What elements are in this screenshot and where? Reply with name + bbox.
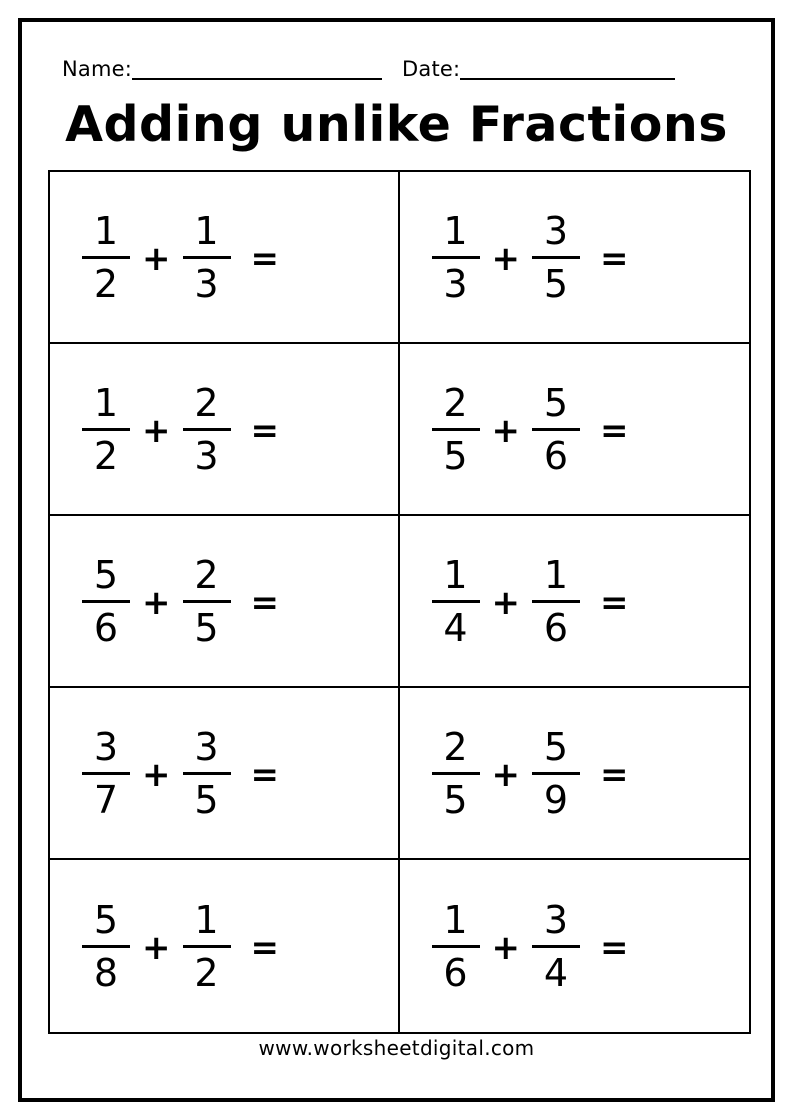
fraction-bar: [432, 945, 480, 948]
problem-expression: [430, 552, 629, 651]
plus-sign: +: [142, 928, 171, 968]
student-info-row: [48, 40, 745, 80]
fraction-bar: [432, 772, 480, 775]
footer-url: www.worksheetdigital.com: [258, 1036, 535, 1060]
fraction-bar: [183, 600, 231, 603]
equals-sign: =: [250, 583, 279, 623]
denominator: 3: [194, 433, 219, 478]
numerator: 1: [93, 380, 119, 425]
numerator: 2: [194, 552, 219, 597]
problem-cell[interactable]: [50, 172, 400, 344]
equals-sign: =: [250, 755, 279, 795]
fraction-bar: [432, 600, 480, 603]
numerator: 2: [194, 380, 219, 425]
problem-expression: [430, 897, 629, 996]
problem-grid: [48, 170, 751, 1034]
problem-cell[interactable]: [50, 688, 400, 860]
denominator: 6: [543, 433, 569, 478]
problem-cell[interactable]: [400, 516, 750, 688]
numerator: 3: [194, 724, 219, 769]
fraction-first: [80, 897, 132, 996]
numerator: 1: [93, 208, 119, 253]
denominator: 5: [194, 605, 219, 650]
fraction-bar: [183, 772, 231, 775]
problem-expression: [430, 208, 629, 307]
name-input-line[interactable]: [132, 58, 382, 80]
denominator: 6: [543, 605, 569, 650]
problem-cell[interactable]: [400, 344, 750, 516]
denominator: 5: [443, 433, 468, 478]
fraction-bar: [532, 256, 580, 259]
numerator: 3: [543, 897, 569, 942]
denominator: 5: [543, 261, 569, 306]
problem-expression: [80, 380, 279, 479]
problem-cell[interactable]: [50, 344, 400, 516]
plus-sign: +: [491, 411, 520, 451]
fraction-second: [181, 208, 233, 307]
fraction-bar: [82, 772, 130, 775]
numerator: 1: [194, 208, 219, 253]
problem-expression: [80, 552, 279, 651]
fraction-bar: [532, 945, 580, 948]
problem-expression: [80, 208, 279, 307]
fraction-second: [181, 552, 233, 651]
name-label: Name:: [62, 57, 133, 81]
numerator: 2: [443, 724, 468, 769]
fraction-bar: [82, 600, 130, 603]
denominator: 4: [543, 950, 569, 995]
fraction-second: [181, 897, 233, 996]
denominator: 3: [194, 261, 219, 306]
fraction-second: [530, 380, 582, 479]
fraction-second: [181, 380, 233, 479]
problem-cell[interactable]: [400, 688, 750, 860]
plus-sign: +: [491, 755, 520, 795]
equals-sign: =: [600, 583, 629, 623]
numerator: 5: [93, 897, 119, 942]
denominator: 6: [93, 605, 119, 650]
numerator: 5: [543, 724, 569, 769]
date-label: Date:: [402, 57, 461, 81]
fraction-first: [430, 208, 482, 307]
equals-sign: =: [600, 755, 629, 795]
fraction-first: [430, 724, 482, 823]
denominator: 2: [93, 261, 119, 306]
fraction-first: [80, 380, 132, 479]
denominator: 7: [93, 777, 119, 822]
fraction-second: [530, 897, 582, 996]
denominator: 2: [194, 950, 219, 995]
denominator: 5: [443, 777, 468, 822]
equals-sign: =: [250, 928, 279, 968]
numerator: 1: [443, 208, 468, 253]
denominator: 9: [543, 777, 569, 822]
page-content: [18, 18, 775, 1102]
fraction-second: [181, 724, 233, 823]
page-title: Adding unlike Fractions: [65, 96, 728, 153]
numerator: 3: [93, 724, 119, 769]
fraction-first: [430, 380, 482, 479]
plus-sign: +: [142, 239, 171, 279]
fraction-first: [430, 552, 482, 651]
numerator: 5: [93, 552, 119, 597]
problem-expression: [430, 380, 629, 479]
fraction-bar: [82, 428, 130, 431]
fraction-first: [80, 552, 132, 651]
fraction-bar: [82, 256, 130, 259]
numerator: 2: [443, 380, 468, 425]
numerator: 1: [443, 552, 468, 597]
fraction-bar: [532, 600, 580, 603]
fraction-bar: [532, 428, 580, 431]
problem-expression: [430, 724, 629, 823]
denominator: 3: [443, 261, 468, 306]
fraction-first: [430, 897, 482, 996]
fraction-bar: [432, 428, 480, 431]
fraction-first: [80, 208, 132, 307]
numerator: 1: [443, 897, 468, 942]
plus-sign: +: [142, 755, 171, 795]
fraction-first: [80, 724, 132, 823]
plus-sign: +: [491, 583, 520, 623]
numerator: 1: [543, 552, 569, 597]
plus-sign: +: [491, 928, 520, 968]
fraction-second: [530, 552, 582, 651]
denominator: 6: [443, 950, 468, 995]
numerator: 3: [543, 208, 569, 253]
problem-expression: [80, 897, 279, 996]
fraction-bar: [532, 772, 580, 775]
fraction-bar: [183, 428, 231, 431]
numerator: 1: [194, 897, 219, 942]
name-field[interactable]: [62, 58, 382, 80]
equals-sign: =: [600, 928, 629, 968]
date-field[interactable]: [402, 58, 675, 80]
denominator: 2: [93, 433, 119, 478]
problem-cell[interactable]: [400, 860, 750, 1032]
fraction-bar: [183, 256, 231, 259]
denominator: 5: [194, 777, 219, 822]
numerator: 5: [543, 380, 569, 425]
plus-sign: +: [142, 583, 171, 623]
denominator: 4: [443, 605, 468, 650]
equals-sign: =: [600, 239, 629, 279]
fraction-bar: [432, 256, 480, 259]
problem-cell[interactable]: [50, 860, 400, 1032]
fraction-bar: [183, 945, 231, 948]
fraction-bar: [82, 945, 130, 948]
denominator: 8: [93, 950, 119, 995]
problem-expression: [80, 724, 279, 823]
date-input-line[interactable]: [460, 58, 675, 80]
problem-cell[interactable]: [50, 516, 400, 688]
plus-sign: +: [491, 239, 520, 279]
fraction-second: [530, 208, 582, 307]
equals-sign: =: [250, 411, 279, 451]
equals-sign: =: [600, 411, 629, 451]
equals-sign: =: [250, 239, 279, 279]
fraction-second: [530, 724, 582, 823]
problem-cell[interactable]: [400, 172, 750, 344]
plus-sign: +: [142, 411, 171, 451]
